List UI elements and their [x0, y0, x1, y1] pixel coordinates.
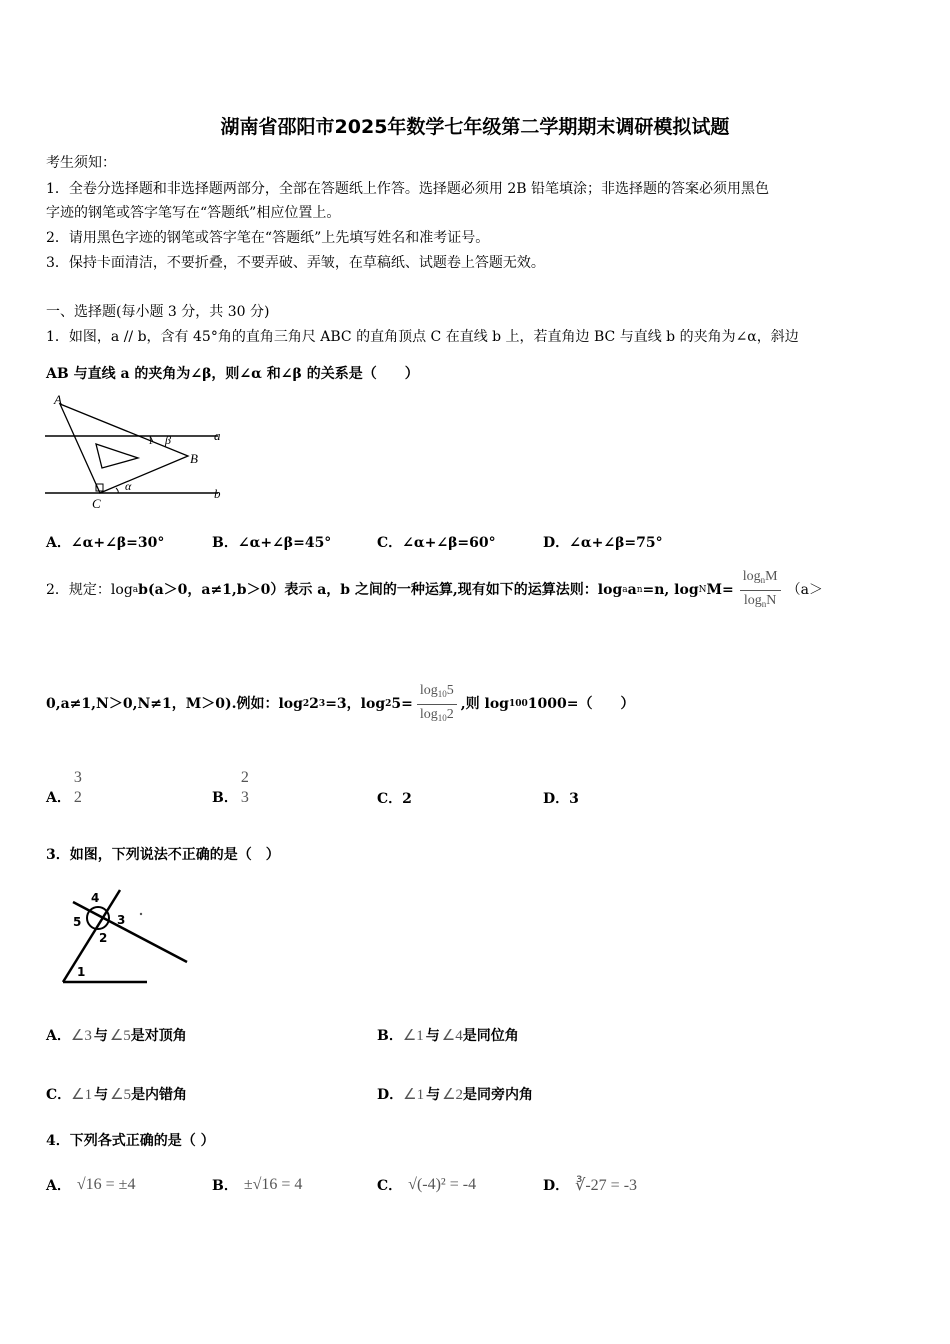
q2-line2-mid2: 5= [391, 696, 413, 712]
triangle-abc [60, 404, 188, 493]
q2-text-part-1: b(a＞0，a≠1,b＞0）表示 a，b 之间的一种运算,现有如下的运算法则：log [138, 582, 623, 598]
q1-stem-line-2: AB 与直线 a 的夹角为∠β，则∠α 和∠β 的关系是（ ） [46, 366, 419, 382]
q3-stem: 3．如图，下列说法不正确的是（ ） [46, 847, 280, 863]
angle-label-3: 3 [117, 913, 126, 927]
triangle-inner [96, 444, 138, 468]
q1-option-d[interactable]: D．∠α+∠β=75° [543, 535, 663, 551]
q1-figure [40, 388, 240, 513]
q2-option-b[interactable]: B． 2 3 [212, 769, 249, 806]
label-B: B [190, 451, 198, 466]
q2-line2-end: 1000=（ ） [527, 696, 635, 712]
page-title: 湖南省邵阳市2025年数学七年级第二学期期末调研模拟试题 [220, 116, 730, 138]
section-heading: 一、选择题(每小题 3 分，共 30 分) [46, 304, 270, 320]
q2-option-c[interactable]: C．2 [377, 791, 412, 807]
q2-option-d[interactable]: D．3 [543, 791, 579, 807]
angle-label-4: 4 [91, 891, 100, 905]
notice-item-3: 3．保持卡面清洁，不要折叠，不要弄破、弄皱，在草稿纸、试题卷上答题无效。 [46, 255, 545, 271]
speck [140, 913, 142, 915]
q4-option-d-expr: ∛-27 = -3 [575, 1177, 638, 1194]
label-b: b [214, 486, 221, 501]
angle-label-1: 1 [77, 965, 86, 979]
q2-text-part-3: M= [706, 582, 734, 598]
q2-text-part-4: （a＞ [786, 582, 823, 598]
q3-option-b[interactable]: B． ∠1 与 ∠4 是同位角 [377, 1028, 519, 1044]
q2-text-prefix: 2．规定：log [46, 582, 133, 598]
q1-option-b[interactable]: B．∠α+∠β=45° [212, 535, 332, 551]
q2-stem-line-1: 2．规定：log a b(a＞0，a≠1,b＞0）表示 a，b 之间的一种运算,现有如下的运算法则：log a a n =n, log N M= $\frac{\log_nM}{\log_nN}$ （a＞ [46, 562, 823, 618]
q4-option-b-expr: ±√16 = 4 [243, 1176, 303, 1193]
q2-text-part-2: =n, log [642, 582, 699, 598]
label-a: a [214, 428, 221, 443]
q4-option-a-expr: √16 = ±4 [76, 1176, 136, 1193]
q2-stem-line-2: 0,a≠1,N＞0,N≠1，M＞0).例如：log 2 2 3 =3，log 2 5= $\frac{\log_{10}5}{\log_{10}2}$ ,则 log 100 1000=（ ） [46, 676, 634, 732]
label-A: A [54, 392, 62, 407]
label-alpha: α [125, 479, 132, 493]
q3-option-c[interactable]: C． ∠1 与 ∠5 是内错角 [46, 1087, 188, 1103]
q1-option-c[interactable]: C．∠α+∠β=60° [377, 535, 496, 551]
q2-example-fraction: $\frac{\log_{10}5}{\log_{10}2}$ [417, 681, 457, 728]
q3-figure [55, 880, 195, 990]
label-1: 1 [148, 436, 153, 447]
q2-option-a[interactable]: A． 3 2 [46, 769, 82, 806]
q4-option-b[interactable]: B． ±√16 = 4 [212, 1176, 303, 1194]
q4-option-d[interactable]: D． ∛-27 = -3 [543, 1177, 638, 1194]
q1-option-a[interactable]: A．∠α+∠β=30° [46, 535, 165, 551]
q2-line2-prefix: 0,a≠1,N＞0,N≠1，M＞0).例如：log [46, 696, 303, 712]
q2-line2-post: ,则 log [460, 696, 509, 712]
q3-option-a[interactable]: A． ∠3 与 ∠5 是对顶角 [46, 1028, 187, 1044]
label-C: C [92, 496, 101, 511]
q2-log-fraction: $\frac{\log_nM}{\log_nN}$ [740, 567, 781, 614]
q3-option-d[interactable]: D． ∠1 与 ∠2 是同旁内角 [377, 1087, 534, 1103]
q1-stem-line-1: 1．如图，a // b，含有 45°角的直角三角尺 ABC 的直角顶点 C 在直线 b 上，若直角边 BC 与直线 b 的夹角为∠α，斜边 [46, 329, 799, 345]
q4-option-c-expr: √(-4)² = -4 [408, 1176, 477, 1193]
q2-line2-mid: =3，log [325, 696, 386, 712]
q4-option-a[interactable]: A． √16 = ±4 [46, 1176, 136, 1194]
label-beta: β [165, 433, 171, 447]
notice-item-2: 2．请用黑色字迹的钢笔或答字笔在“答题纸”上先填写姓名和准考证号。 [46, 230, 490, 246]
notice-heading: 考生须知： [46, 155, 116, 171]
notice-item-1-line-2: 字迹的钢笔或答字笔写在“答题纸”相应位置上。 [46, 205, 341, 221]
notice-item-1-line-1: 1．全卷分选择题和非选择题两部分，全部在答题纸上作答。选择题必须用 2B 铅笔填涂；非选择题的答案必须用黑色 [46, 181, 769, 197]
q4-stem: 4．下列各式正确的是（ ） [46, 1133, 215, 1149]
angle-label-5: 5 [73, 915, 82, 929]
q4-option-c[interactable]: C． √(-4)² = -4 [377, 1176, 477, 1194]
angle-label-2: 2 [99, 931, 108, 945]
